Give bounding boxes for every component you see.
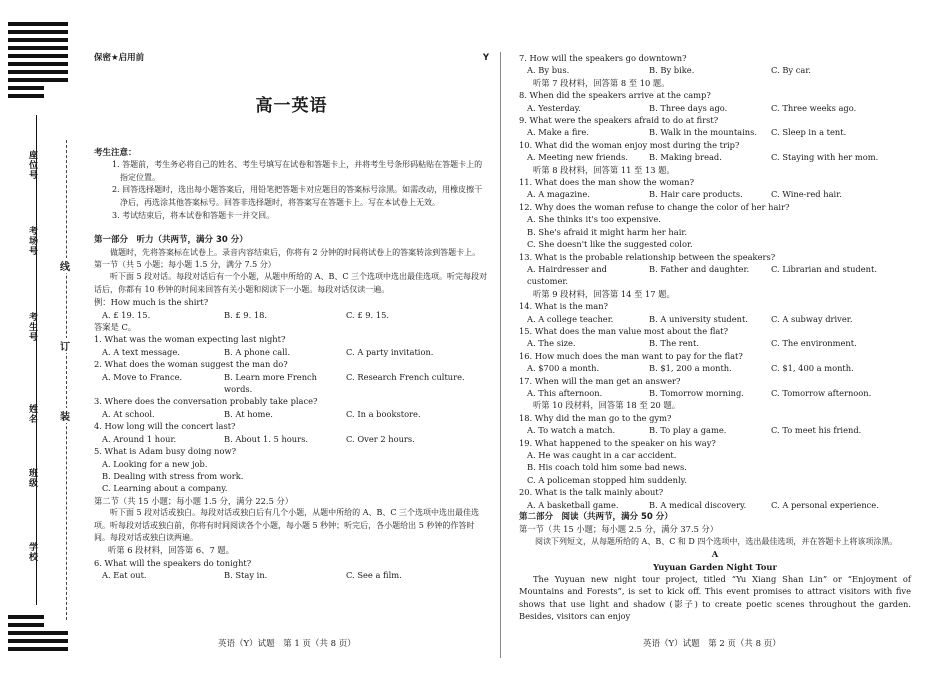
question: 12. Why does the woman refuse to change the color of her hair?	[519, 201, 790, 212]
part2-sec1: 第一节（共 15 小题；每小题 2.5 分，满分 37.5 分）	[519, 524, 719, 535]
option: A. The size.	[527, 338, 576, 349]
option: A. Move to France.	[102, 371, 183, 382]
question: 6. What will the speakers do tonight?	[94, 557, 252, 568]
options	[94, 371, 489, 396]
options	[519, 313, 911, 325]
option: C. Learning about a company.	[102, 483, 228, 494]
option: B. To play a game.	[649, 425, 727, 436]
option: A. This afternoon.	[527, 387, 603, 398]
option: C. She doesn't like the suggested color.	[527, 239, 693, 250]
option: A. $700 a month.	[527, 363, 600, 374]
option: B. The rent.	[649, 338, 699, 349]
option: B. Father and daughter.	[649, 263, 750, 274]
option: B. A medical discovery.	[649, 499, 747, 510]
option: C. Staying with her mom.	[771, 152, 879, 163]
option: C. Sleep in a tent.	[771, 127, 847, 138]
options	[519, 424, 911, 436]
option: C. Over 2 hours.	[346, 433, 415, 444]
option: B. Hair care products.	[649, 189, 743, 200]
option: A. Hairdresser and customer.	[527, 263, 607, 287]
question: 11. What does the man show the woman?	[519, 177, 695, 188]
option: C. A subway driver.	[771, 313, 853, 324]
page-header	[94, 52, 489, 64]
option: B. Walk in the mountains.	[649, 127, 758, 138]
option: A. Looking for a new job.	[102, 458, 208, 469]
note-item: 3. 考试结束后，将本试卷和答题卡一并交回。	[112, 210, 275, 220]
option: C. Tomorrow afternoon.	[771, 387, 872, 398]
option: C. Research French culture.	[346, 371, 465, 382]
part1-heading: 第一部分 听力（共两节，满分 30 分）	[94, 235, 248, 246]
option: A. He was caught in a car accident.	[527, 450, 677, 460]
option: A. She thinks it's too expensive.	[527, 214, 661, 225]
question: 14. What is the man?	[519, 301, 609, 312]
question: 16. How much does the man want to pay for the flat?	[519, 350, 743, 361]
question: 2. What does the woman suggest the man do?	[94, 359, 288, 370]
passage-title: Yuyuan Garden Night Tour	[653, 561, 777, 572]
part2-intro: 阅读下列短文，从每题所给的 A、B、C 和 D 四个选项中，选出最佳选项，并在答题卡上将该项涂黑。	[535, 536, 898, 546]
options	[94, 346, 489, 358]
option: B. His coach told him some bad news.	[527, 462, 687, 473]
options	[519, 337, 911, 349]
question: 13. What is the probable relationship between the speakers?	[519, 251, 776, 262]
stripe	[8, 30, 68, 34]
seat-label: 座位号	[27, 150, 37, 180]
material-note: 听第 10 段材料，回答第 18 至 20 题。	[533, 400, 681, 411]
question: 5. What is Adam busy doing now?	[94, 446, 237, 457]
option: A. Meeting new friends.	[527, 152, 629, 163]
options	[519, 188, 911, 200]
option: C. To meet his friend.	[771, 425, 862, 436]
question: 17. When will the man get an answer?	[519, 375, 681, 386]
example-question: 例：How much is the shirt?	[94, 297, 209, 308]
note-item: 1. 答题前，考生务必将自己的姓名、考生号填写在试卷和答题卡上，并将考生号条形码粘贴在答题卡上的指定位置。	[112, 160, 483, 182]
options	[519, 151, 911, 163]
option: B. About 1. 5 hours.	[224, 433, 308, 444]
name-label: 姓名	[27, 404, 37, 424]
part1-intro: 做题时，先将答案标在试卷上。录音内容结束后，你将有 2 分钟的时间将试卷上的答案转涂到答题卡上。	[110, 247, 481, 257]
option: A. £ 19. 15.	[102, 309, 151, 320]
stripe	[8, 62, 68, 66]
stripe	[8, 22, 68, 26]
stripe	[8, 94, 44, 98]
question: 15. What does the man value most about the flat?	[519, 325, 729, 336]
option: B. Tomorrow morning.	[649, 387, 744, 398]
page-title: 高一英语	[255, 96, 328, 117]
part1-sec1-intro: 听下面 5 段对话。每段对话后有一个小题，从题中所给的 A、B、C 三个选项中选出最佳选项。听完每段对话后，你都有 10 秒钟的时间来回答有关小题和阅读下一小题。每段对话仅读一遍。	[94, 272, 488, 294]
part2-heading: 第二部分 阅读（共两节，满分 50 分）	[519, 512, 673, 523]
option: C. A personal experience.	[771, 499, 879, 510]
options	[519, 362, 911, 374]
option: A. A text message.	[102, 346, 180, 357]
left-page	[94, 52, 489, 582]
option: B. A phone call.	[224, 346, 291, 357]
footer-left: 英语（Y）试题 第 1 页（共 8 页）	[218, 639, 356, 649]
footer-right: 英语（Y）试题 第 2 页（共 8 页）	[643, 639, 781, 649]
option: C. In a bookstore.	[346, 408, 421, 419]
secret-mark: 保密★启用前	[94, 53, 145, 63]
options	[94, 433, 489, 445]
example-options	[94, 309, 489, 321]
question: 1. What was the woman expecting last night?	[94, 334, 286, 345]
option: A. A basketball game.	[527, 499, 619, 510]
question: 20. What is the talk mainly about?	[519, 487, 664, 498]
stripe	[8, 54, 68, 58]
room-label: 考场号	[27, 226, 37, 256]
question: 7. How will the speakers go downtown?	[519, 53, 687, 63]
example-answer: 答案是 C。	[94, 322, 137, 333]
option: B. $1, 200 a month.	[649, 363, 732, 374]
question: 9. What were the speakers afraid to do at first?	[519, 115, 719, 126]
option: C. Librarian and student.	[771, 263, 877, 274]
option: B. Making bread.	[649, 152, 722, 163]
options	[519, 263, 911, 288]
stripe	[8, 70, 68, 74]
line-mark: 线	[60, 258, 70, 273]
option: C. The environment.	[771, 338, 857, 349]
material-note: 听第 9 段材料，回答第 14 至 17 题。	[533, 288, 675, 299]
options	[519, 499, 911, 511]
option: C. By car.	[771, 65, 812, 76]
passage-label: A	[711, 549, 719, 560]
options	[519, 387, 911, 399]
page-divider	[500, 52, 501, 658]
cut-line	[66, 140, 67, 620]
options	[519, 64, 911, 76]
question: 19. What happened to the speaker on his way?	[519, 437, 716, 448]
binding-stripes	[8, 22, 68, 102]
option: A. To watch a match.	[527, 425, 616, 436]
part1-sec1: 第一节（共 5 小题；每小题 1.5 分，满分 7.5 分）	[94, 260, 276, 269]
options	[519, 126, 911, 138]
question: 18. Why did the man go to the gym?	[519, 412, 672, 423]
class-label: 班级	[27, 468, 37, 488]
options	[519, 102, 911, 114]
option: B. Stay in.	[224, 570, 268, 581]
option: C. A party invitation.	[346, 346, 434, 357]
question: 10. What did the woman enjoy most during the trip?	[519, 139, 740, 150]
stripe	[8, 38, 68, 42]
option: B. By bike.	[649, 65, 695, 76]
options	[94, 569, 489, 581]
option: A. At school.	[102, 408, 155, 419]
option: B. £ 9. 18.	[224, 309, 268, 320]
question: 4. How long will the concert last?	[94, 421, 236, 432]
option: B. A university student.	[649, 313, 748, 324]
option: A. Yesterday.	[527, 102, 581, 113]
binding-stripes-bottom	[8, 615, 68, 655]
option: C. Wine-red hair.	[771, 189, 842, 200]
part1-sec2: 第二节（共 15 小题；每小题 1.5 分，满分 22.5 分）	[94, 495, 294, 506]
question: 8. When did the speakers arrive at the camp?	[519, 90, 711, 101]
paper-code: Y	[482, 53, 489, 63]
option: A. A college teacher.	[527, 313, 614, 324]
material-note: 听第 8 段材料，回答第 11 至 13 题。	[533, 164, 675, 175]
option: A. By bus.	[527, 65, 570, 76]
option: B. At home.	[224, 408, 273, 419]
option: B. Three days ago.	[649, 102, 728, 113]
option: A. Make a fire.	[527, 127, 589, 138]
stripe	[8, 46, 68, 50]
option: C. See a film.	[346, 570, 402, 581]
passage-text: The Yuyuan new night tour project, titled “Yu Xiang Shan Lin” or “Enjoyment of Mountains and Forests”, is set to kick off. This event promises to attract visitors with five shows that use light and shadow (影子) to create poetic scenes throughout the garden. Besides, visitors can enjoy	[519, 574, 911, 622]
option: C. $1, 400 a month.	[771, 363, 854, 374]
options	[94, 408, 489, 420]
zhuang-mark: 装	[60, 408, 70, 423]
option: C. Three weeks ago.	[771, 102, 857, 113]
binding-line	[36, 115, 37, 605]
school-label: 学校	[27, 542, 37, 562]
stripe	[8, 78, 68, 82]
ding-mark: 订	[60, 338, 70, 353]
material-note: 听第 6 段材料，回答第 6、7 题。	[108, 545, 234, 556]
option: B. She's afraid it might harm her hair.	[527, 226, 688, 237]
stripe	[8, 86, 44, 90]
option: A. Around 1 hour.	[102, 433, 177, 444]
option: A. Eat out.	[102, 570, 147, 581]
option: C. A policeman stopped him suddenly.	[527, 474, 687, 485]
exam-no-label: 考生号	[27, 312, 37, 342]
right-page	[519, 52, 911, 623]
material-note: 听第 7 段材料，回答第 8 至 10 题。	[533, 77, 670, 88]
part1-sec2-intro: 听下面 5 段对话或独白。每段对话或独白后有几个小题，从题中所给的 A、B、C 三个选项中选出最佳选项。听每段对话或独白前，你将有时间阅读各个小题，每小题 5 秒钟；听完后，各小题给出 5 秒钟的作答时间。每段对话或独白读两遍。	[94, 508, 480, 542]
option: B. Dealing with stress from work.	[102, 470, 244, 481]
option: C. £ 9. 15.	[346, 309, 389, 320]
note-item: 2. 回答选择题时，选出每小题答案后，用铅笔把答题卡对应题目的答案标号涂黑。如需改动，用橡皮擦干净后，再选涂其他答案标号。回答非选择题时，将答案写在答题卡上。写在本试卷上无效。	[112, 185, 483, 207]
option: A. A magazine.	[527, 189, 590, 200]
option: B. Learn more French words.	[224, 371, 318, 395]
notes-heading: 考生注意：	[94, 147, 137, 158]
question: 3. Where does the conversation probably take place?	[94, 396, 318, 407]
